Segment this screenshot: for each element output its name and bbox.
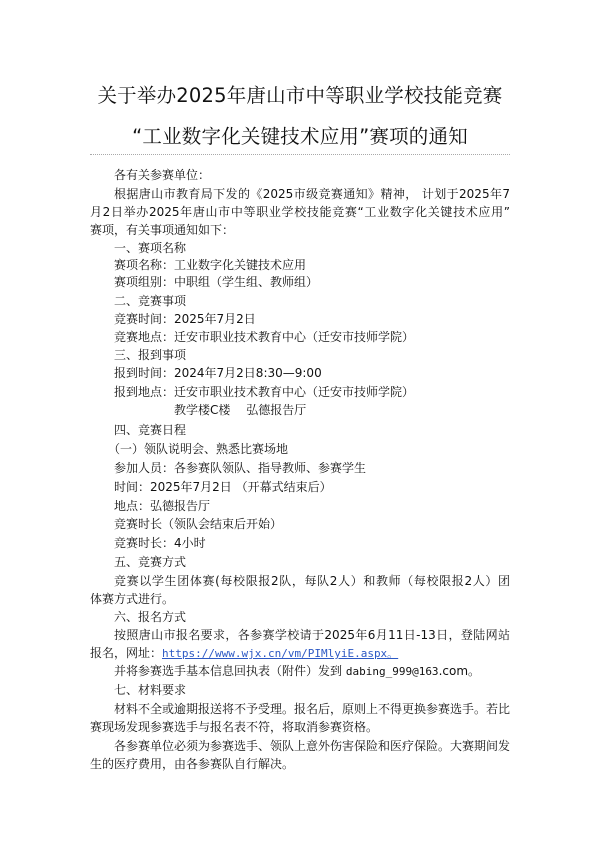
section-4-heading: 四、竞赛日程 bbox=[114, 423, 187, 437]
section-6-heading: 六、报名方式 bbox=[114, 610, 187, 624]
schedule-sub-1: （一）领队说明会、熟悉比赛场地 bbox=[108, 442, 289, 456]
checkin-place: 报到地点：迁安市职业技术教育中心（迁安市技师学院） bbox=[114, 385, 415, 399]
email-suffix: .com。 bbox=[438, 664, 481, 678]
registration-prefix: 报名，网址： bbox=[90, 646, 163, 660]
checkin-time: 报到时间：2024年7月2日8:30—9:00 bbox=[114, 366, 322, 380]
checkin-building: 教学楼C楼 弘德报告厅 bbox=[174, 403, 307, 417]
section-5-heading: 五、竞赛方式 bbox=[114, 555, 187, 569]
competition-time: 竞赛时间：2025年7月2日 bbox=[114, 312, 256, 326]
registration-line-3 bbox=[114, 662, 480, 681]
section-3-heading: 三、报到事项 bbox=[114, 348, 187, 362]
document-title-line2: “工业数字化关键技术应用”赛项的通知 bbox=[132, 125, 468, 148]
email-prefix: 并将参赛选手基本信息回执表（附件）发到 bbox=[114, 664, 343, 678]
email-address: dabing_999@163 bbox=[345, 665, 439, 678]
schedule-duration-start: 竞赛时长（领队会结束后开始） bbox=[114, 517, 283, 531]
schedule-participants: 参加人员：各参赛队领队、指导教师、参赛学生 bbox=[114, 461, 367, 475]
intro-line-3: 赛项，有关事项通知如下： bbox=[90, 223, 235, 237]
registration-line-1: 按照唐山市报名要求，各参赛学校请于2025年6月11日-13日，登陆网站 bbox=[114, 628, 510, 642]
section-1-heading: 一、赛项名称 bbox=[114, 241, 187, 255]
registration-url-link[interactable]: https://www.wjx.cn/vm/PIMlyiE.aspx。 bbox=[162, 647, 399, 660]
format-line-2: 体赛方式进行。 bbox=[90, 592, 175, 606]
format-line-1: 竞赛以学生团体赛(每校限报2队，每队2人）和教师（每校限报2人）团 bbox=[114, 574, 510, 588]
schedule-place: 地点：弘德报告厅 bbox=[114, 499, 211, 513]
materials-p1-line-1: 材料不全或逾期报送将不予受理。报名后，原则上不得更换参赛选手。若比 bbox=[114, 702, 511, 716]
section-2-heading: 二、竞赛事项 bbox=[114, 294, 187, 308]
salutation: 各有关参赛单位： bbox=[114, 168, 211, 182]
section-7-heading: 七、材料要求 bbox=[114, 683, 187, 697]
intro-line-1: 根据唐山市教育局下发的《2025市级竞赛通知》精神， 计划于2025年7 bbox=[114, 187, 510, 201]
materials-p2-line-2: 生的医疗费用，由各参赛队自行解决。 bbox=[90, 757, 295, 771]
schedule-time: 时间：2025年7月2日 （开幕式结束后） bbox=[114, 480, 332, 494]
schedule-duration: 竞赛时长：4小时 bbox=[114, 536, 206, 550]
document-title-line1: 关于举办2025年唐山市中等职业学校技能竞赛 bbox=[97, 84, 503, 107]
event-group: 赛项组别：中职组（学生组、教师组） bbox=[114, 275, 319, 289]
materials-p2-line-1: 各参赛单位必须为参赛选手、领队上意外伤害保险和医疗保险。大赛期间发 bbox=[114, 739, 511, 753]
materials-p1-line-2: 赛现场发现参赛选手与报名表不符，将取消参赛资格。 bbox=[90, 720, 379, 734]
title-divider bbox=[90, 154, 510, 155]
event-name: 赛项名称：工业数字化关键技术应用 bbox=[114, 258, 307, 272]
registration-line-2 bbox=[90, 644, 398, 663]
intro-line-2: 月2日举办2025年唐山市中等职业学校技能竞赛“工业数字化关键技术应用” bbox=[90, 205, 510, 219]
competition-place: 竞赛地点：迁安市职业技术教育中心（迁安市技师学院） bbox=[114, 330, 415, 344]
